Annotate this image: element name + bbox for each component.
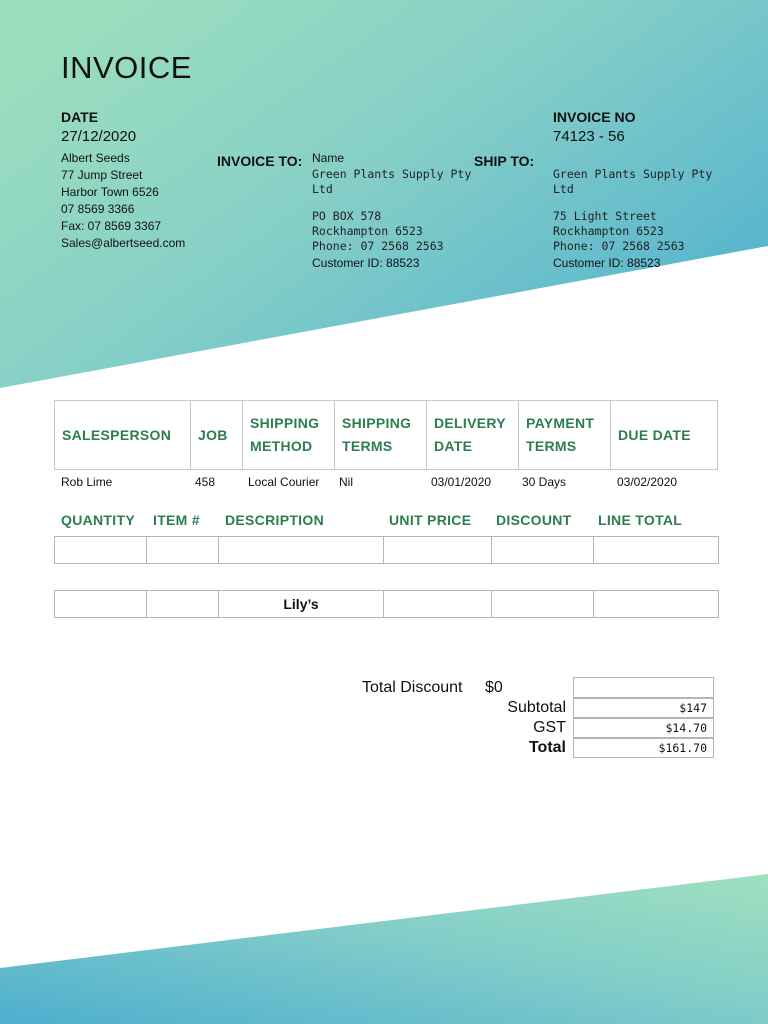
invoice-no-value: 74123 - 56 bbox=[553, 128, 625, 145]
invoice-to-customer-id: Customer ID: 88523 bbox=[312, 256, 420, 270]
cell-line-total[interactable] bbox=[594, 537, 719, 564]
sender-street: 77 Jump Street bbox=[61, 168, 143, 182]
sender-town: Harbor Town 6526 bbox=[61, 185, 159, 199]
order-value-payment-terms: 30 Days bbox=[522, 475, 567, 489]
order-header-job: JOB bbox=[191, 401, 243, 470]
ship-to-company-line1: Green Plants Supply Pty bbox=[553, 167, 713, 181]
cell-description[interactable]: Lily’s bbox=[219, 591, 384, 618]
total-value: $161.70 bbox=[573, 738, 714, 758]
ship-to-customer-id: Customer ID: 88523 bbox=[553, 256, 661, 270]
order-info-table bbox=[54, 400, 718, 470]
gst-label: GST bbox=[533, 719, 566, 736]
line-item-row bbox=[54, 590, 719, 618]
invoice-to-block bbox=[312, 150, 471, 270]
col-header-description: DESCRIPTION bbox=[225, 512, 324, 528]
cell-unit-price[interactable] bbox=[384, 537, 492, 564]
cell-discount[interactable] bbox=[492, 591, 594, 618]
invoice-to-name: Name bbox=[312, 151, 345, 165]
sender-phone: 07 8569 3366 bbox=[61, 202, 135, 216]
order-value-job: 458 bbox=[195, 475, 216, 489]
invoice-to-address1: PO BOX 578 bbox=[312, 209, 382, 223]
total-discount-label: Total Discount bbox=[362, 679, 463, 696]
line-item-row bbox=[54, 536, 719, 564]
order-header-due-date: DUE DATE bbox=[611, 401, 718, 470]
cell-unit-price[interactable] bbox=[384, 591, 492, 618]
order-value-due-date: 03/02/2020 bbox=[617, 475, 678, 489]
invoice-to-address2: Rockhampton 6523 bbox=[312, 224, 423, 238]
sender-name: Albert Seeds bbox=[61, 151, 130, 165]
ship-to-address2: Rockhampton 6523 bbox=[553, 224, 664, 238]
cell-quantity[interactable] bbox=[55, 537, 147, 564]
order-value-shipping-method: Local Courier bbox=[248, 475, 320, 489]
ship-to-label: SHIP TO: bbox=[474, 153, 535, 169]
date-value: 27/12/2020 bbox=[61, 128, 137, 145]
order-header-shipping-method: SHIPPING METHOD bbox=[243, 401, 335, 470]
date-label: DATE bbox=[61, 109, 99, 125]
ship-to-address1: 75 Light Street bbox=[553, 209, 657, 223]
document-title: INVOICE bbox=[61, 50, 192, 85]
discount-input-box[interactable] bbox=[573, 677, 714, 698]
order-value-delivery-date: 03/01/2020 bbox=[431, 475, 492, 489]
col-header-quantity: QUANTITY bbox=[61, 512, 135, 528]
subtotal-label: Subtotal bbox=[507, 699, 566, 716]
ship-to-block bbox=[553, 167, 712, 270]
sender-email: Sales@albertseed.com bbox=[61, 236, 186, 250]
order-value-shipping-terms: Nil bbox=[339, 475, 353, 489]
subtotal-value: $147 bbox=[573, 698, 714, 718]
order-header-salesperson: SALESPERSON bbox=[55, 401, 191, 470]
cell-description[interactable] bbox=[219, 537, 384, 564]
cell-item-number[interactable] bbox=[147, 591, 219, 618]
invoice-no-label: INVOICE NO bbox=[553, 109, 636, 125]
order-header-delivery-date: DELIVERY DATE bbox=[427, 401, 519, 470]
cell-discount[interactable] bbox=[492, 537, 594, 564]
col-header-unit-price: UNIT PRICE bbox=[389, 512, 472, 528]
order-header-shipping-terms: SHIPPING TERMS bbox=[335, 401, 427, 470]
invoice-to-phone: Phone: 07 2568 2563 bbox=[312, 239, 444, 253]
col-header-item-number: ITEM # bbox=[153, 512, 200, 528]
cell-item-number[interactable] bbox=[147, 537, 219, 564]
total-discount-value: $0 bbox=[485, 679, 503, 696]
order-value-salesperson: Rob Lime bbox=[61, 475, 113, 489]
ship-to-company-line2: Ltd bbox=[553, 182, 574, 196]
invoice-to-company-line2: Ltd bbox=[312, 182, 333, 196]
col-header-line-total: LINE TOTAL bbox=[598, 512, 683, 528]
invoice-to-company-line1: Green Plants Supply Pty bbox=[312, 167, 472, 181]
order-header-payment-terms: PAYMENT TERMS bbox=[519, 401, 611, 470]
col-header-discount: DISCOUNT bbox=[496, 512, 572, 528]
cell-line-total[interactable] bbox=[594, 591, 719, 618]
total-label: Total bbox=[528, 739, 566, 756]
cell-quantity[interactable] bbox=[55, 591, 147, 618]
sender-block bbox=[61, 150, 185, 252]
ship-to-phone: Phone: 07 2568 2563 bbox=[553, 239, 685, 253]
bottom-gradient-band bbox=[0, 874, 768, 1024]
gst-value: $14.70 bbox=[573, 718, 714, 738]
invoice-to-label: INVOICE TO: bbox=[217, 153, 303, 169]
sender-fax: Fax: 07 8569 3367 bbox=[61, 219, 162, 233]
